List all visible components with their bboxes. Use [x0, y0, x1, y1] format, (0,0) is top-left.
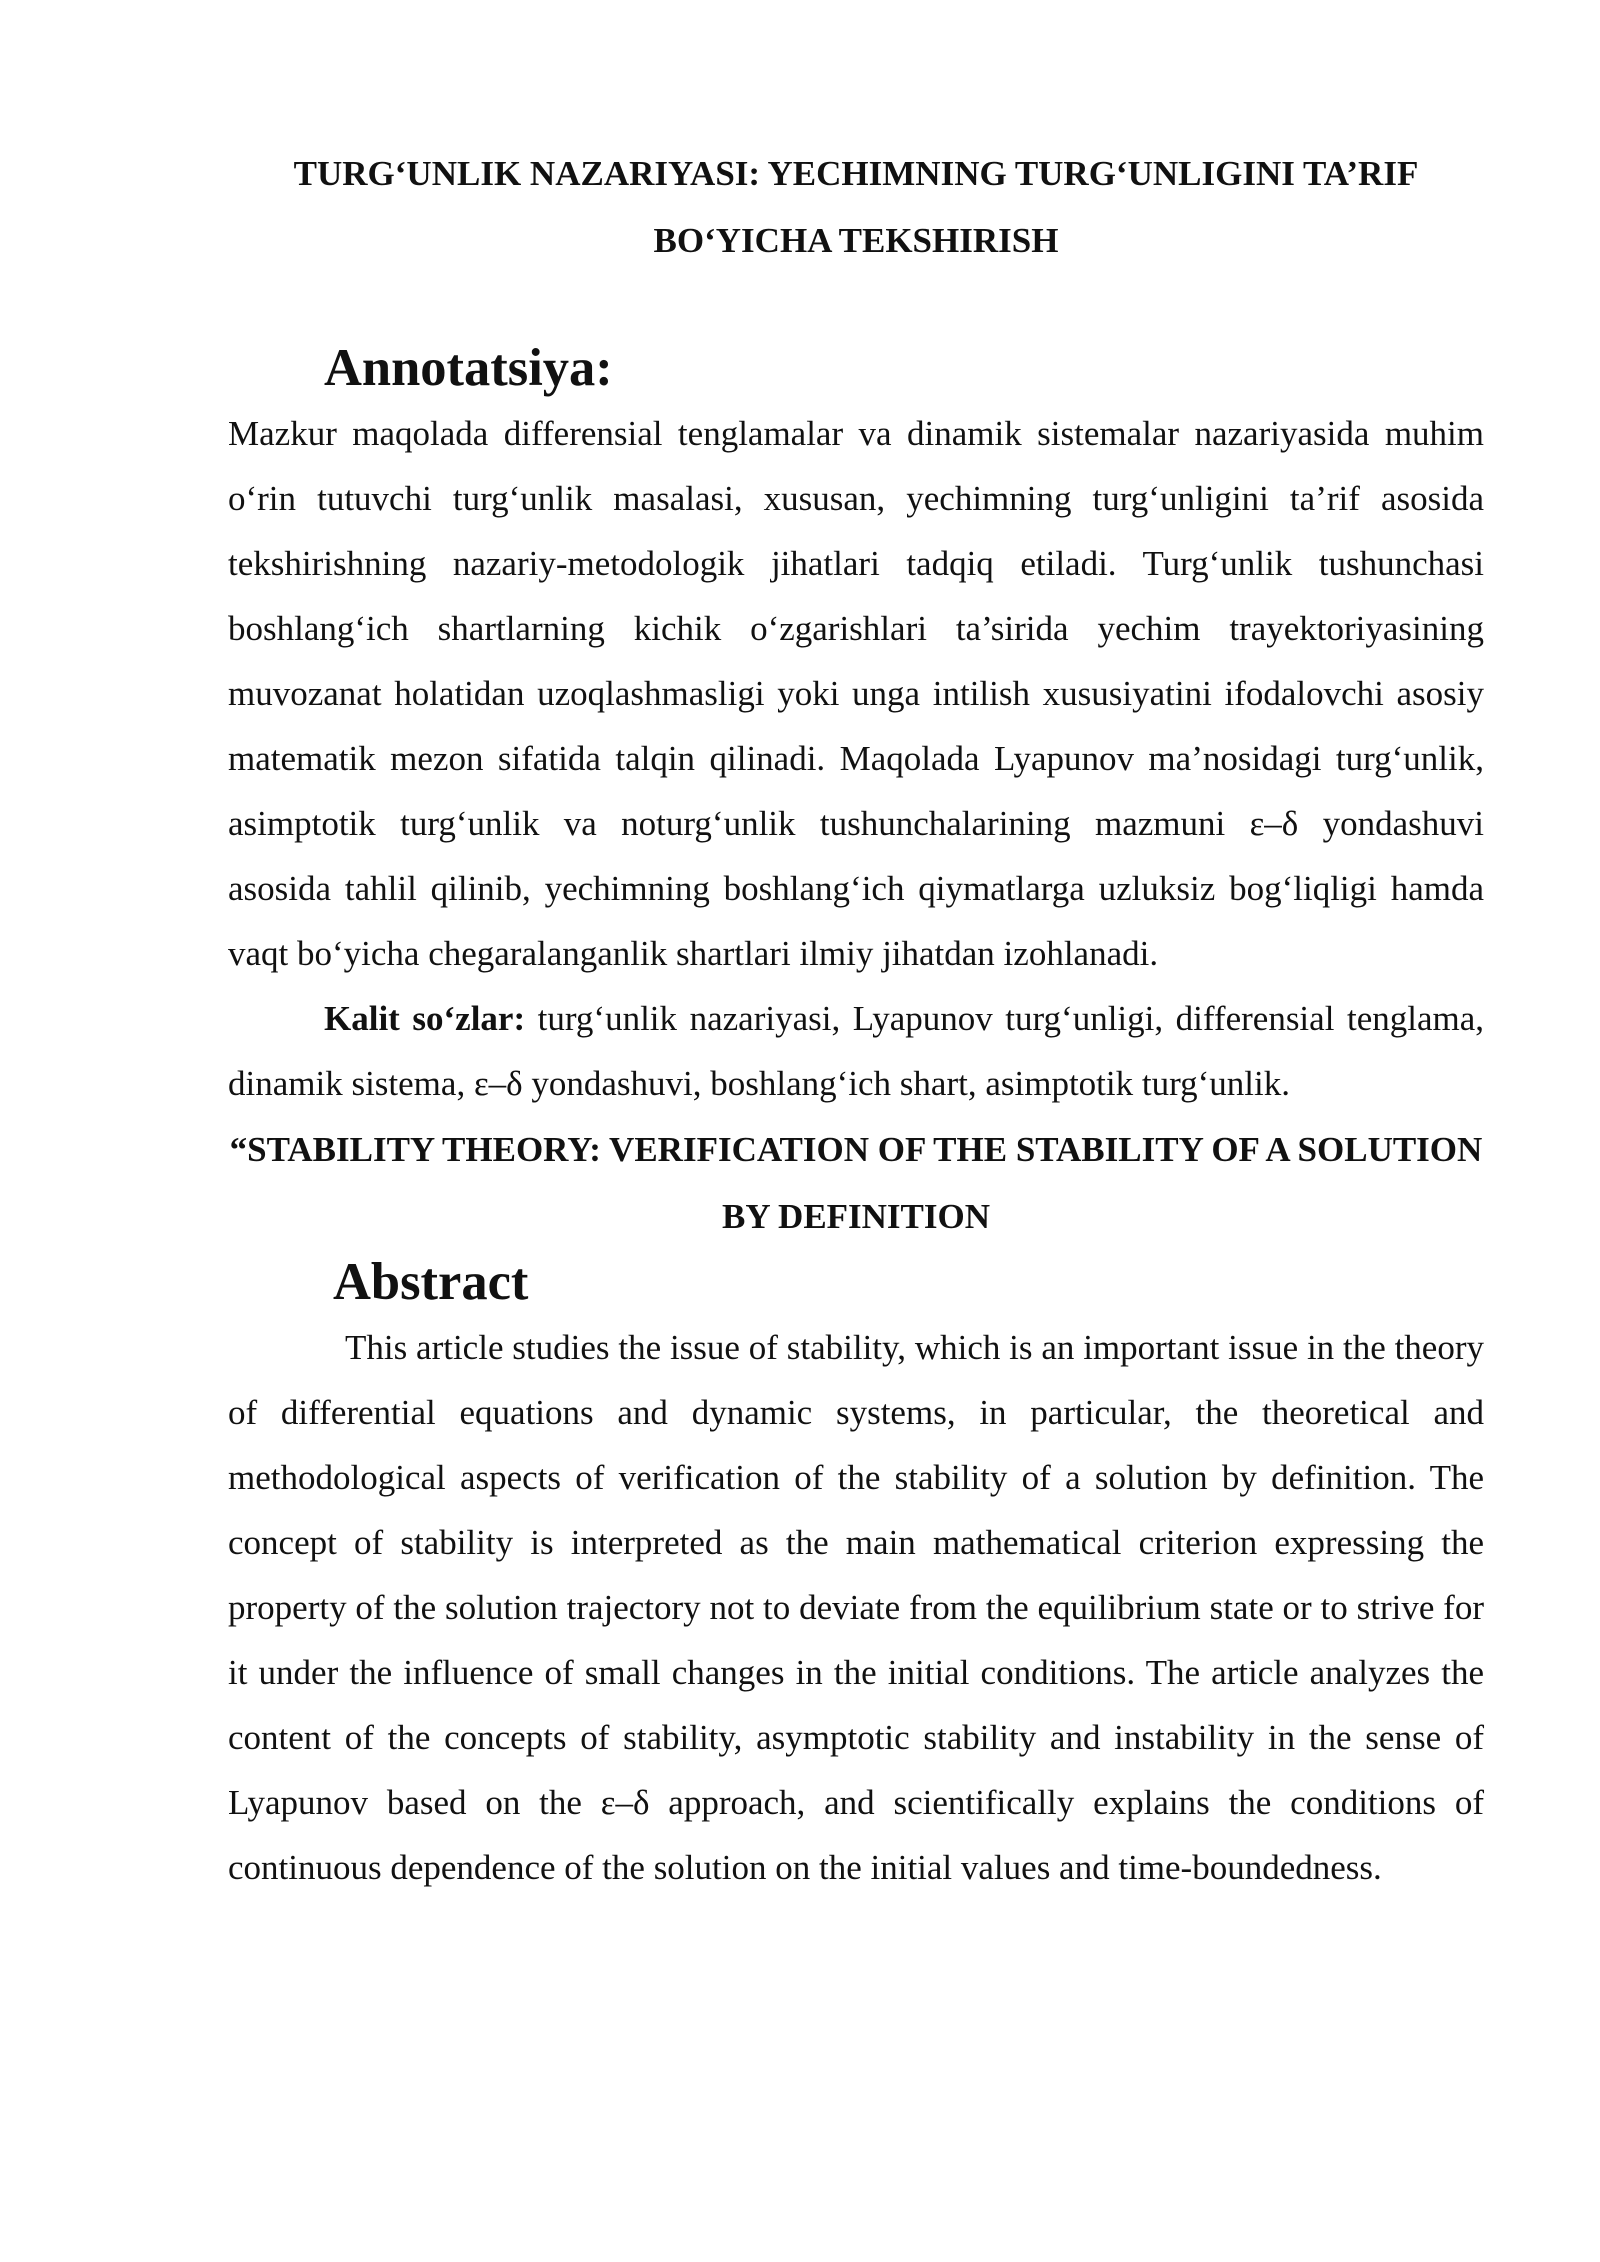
article-title-english: “STABILITY THEORY: VERIFICATION OF THE STABILITY OF A SOLUTION BY DEFINITION — [229, 1130, 1483, 1236]
keywords-paragraph — [228, 986, 1484, 1116]
title-spacer — [228, 274, 1484, 336]
annotation-heading: Annotatsiya: — [324, 339, 613, 397]
abstract-paragraph: This article studies the issue of stability, which is an important issue in the theory of differential equations and dynamic systems, in particular, the theoretical and methodological aspects of verification of the stability of a solution by definition. The concept of stability is interpreted as the main mathematical criterion expressing the property of the solution trajectory not to deviate from the equilibrium state or to strive for it under the influence of small changes in the initial conditions. The article analyzes the content of the concepts of stability, asymptotic stability and instability in the sense of Lyapunov based on the ε–δ approach, and scientifically explains the conditions of continuous dependence of the solution on the initial values and time-boundedness. — [228, 1328, 1484, 1887]
abstract-heading: Abstract — [333, 1253, 529, 1311]
annotation-paragraph: Mazkur maqolada differensial tenglamalar va dinamik sistemalar nazariyasida muhim o‘rin tutuvchi turg‘unlik masalasi, xususan, yechimning turg‘unligini ta’rif asosida tekshirishning nazariy-metodologik jihatlari tadqiq etiladi. Turg‘unlik tushunchasi boshlang‘ich shartlarning kichik o‘zgarishlari ta’sirida yechim trayektoriyasining muvozanat holatidan uzoqlashmasligi yoki unga intilish xususiyatini ifodalovchi asosiy matematik mezon sifatida talqin qilinadi. Maqolada Lyapunov ma’nosidagi turg‘unlik, asimptotik turg‘unlik va noturg‘unlik tushunchalarining mazmuni ε–δ yondashuvi asosida tahlil qilinib, yechimning boshlang‘ich qiymatlarga uzluksiz bog‘liqligi hamda vaqt bo‘yicha chegaralanganlik shartlari ilmiy jihatdan izohlanadi. — [228, 414, 1484, 973]
article-title-uzbek: TURG‘UNLIK NAZARIYASI: YECHIMNING TURG‘UNLIGINI TA’RIF BO‘YICHA TEKSHIRISH — [293, 154, 1419, 260]
keywords-label: Kalit so‘zlar: — [324, 999, 526, 1038]
document-page — [228, 140, 1484, 1900]
keywords-text: turg‘unlik nazariyasi, Lyapunov turg‘unligi, differensial tenglama, dinamik sistema, ε–δ yondashuvi, boshlang‘ich shart, asimptotik turg‘unlik. — [228, 999, 1485, 1103]
